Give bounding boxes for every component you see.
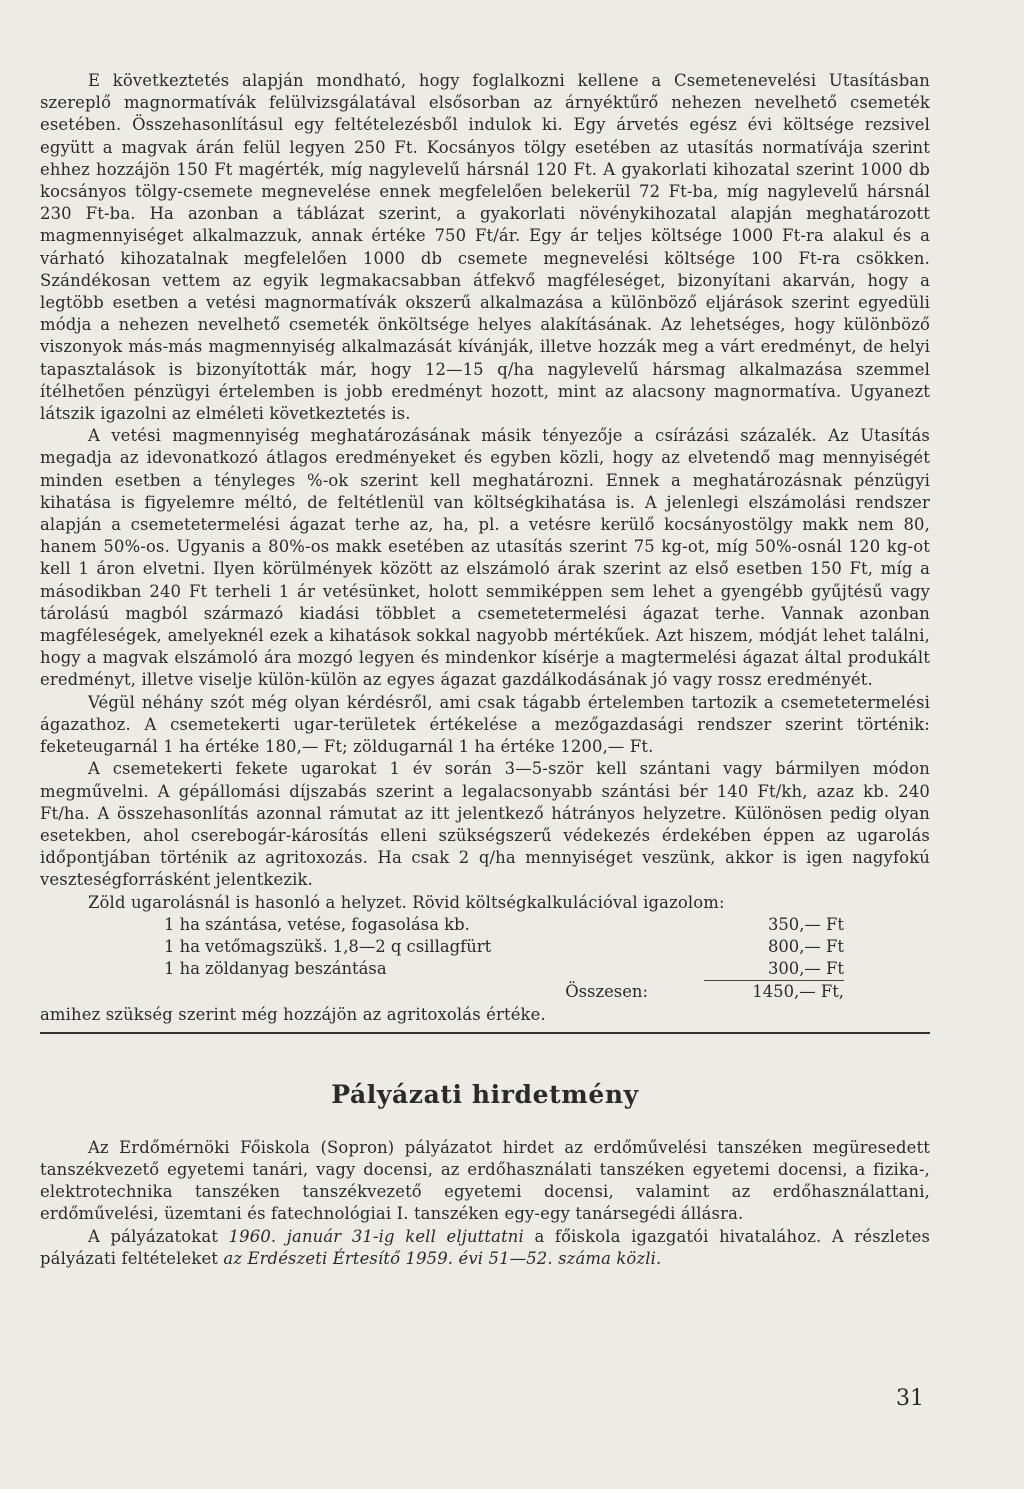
notice-paragraph-2 (40, 1226, 930, 1270)
cost-item-label: 1 ha vetőmagszükš. 1,8—2 q csillagfürt (164, 936, 492, 956)
table-row (164, 958, 844, 981)
body-paragraph-2: A vetési magmennyiség meghatározásának másik tényezője a csírázási százalék. Az Utasítás megadja az idevonatkozó átlagos eredményeket és egyben közli, hogy az elvetendő mag mennyiségét minden esetben a tényleges %-ok szerint kell meghatározni. Ennek a meghatározásnak pénzügyi kihatása is figyelemre méltó, de feltétlenül van költségkihatása is. A jelenlegi elszámolási rendszer alapján a csemetetermelési ágazat terhe az, ha, pl. a vetésre kerülő kocsányostölgy makk nem 80, hanem 50%-os. Ugyanis a 80%-os makk esetében az utasítás szerint 75 kg-ot, míg 50%-osnál 120 kg-ot kell 1 áron elvetni. Ilyen körülmények között az elszámoló árak szerint az első esetben 150 Ft, míg a másodikban 240 Ft terheli 1 ár vetésünket, holott semmiképpen sem lehet a gyengébb gyűjtésű vagy tárolású magból származó kiadási többlet a csemetetermelési ágazat terhe. Vannak azonban magféleségek, amelyeknél ezek a kihatások sokkal nagyobb mértékűek. Azt hiszem, módját lehet találni, hogy a magvak elszámoló ára mozgó legyen és mindenkor kísérje a magtermelési ágazat által produkált eredményt, illetve viselje külön-külön az egyes ágazat gazdálkodásának jó vagy rossz eredményét. (40, 426, 930, 690)
notice-title: Pályázati hirdetmény (331, 1079, 639, 1109)
table-row (164, 914, 844, 936)
section-divider (40, 1032, 930, 1034)
cost-item-amount: 350,— Ft (767, 914, 844, 934)
page-number: 31 (896, 1386, 924, 1411)
source-emphasis: az Erdészeti Értesítő 1959. évi 51—52. száma közli. (223, 1248, 662, 1268)
calc-footnote: amihez szükség szerint még hozzájön az agritoxolás értéke. (40, 1004, 546, 1024)
notice-text: A pályázatokat (88, 1226, 229, 1246)
cost-item-amount: 800,— Ft (767, 936, 844, 956)
body-paragraph-5: Zöld ugarolásnál is hasonló a helyzet. Rövid költségkalkulációval igazolom: (88, 892, 725, 912)
body-paragraph-3: Végül néhány szót még olyan kérdésről, ami csak tágabb értelemben tartozik a csemetetermelési ágazathoz. A csemetekerti ugar-területek értékelése a mezőgazdasági rendszer szerint történik: feketeugarnál 1 ha értéke 180,— Ft; zöldugarnál 1 ha értéke 1200,— Ft. (40, 692, 930, 757)
total-amount: 1450,— Ft, (704, 981, 844, 1004)
total-label: Összesen: (565, 981, 648, 1001)
body-paragraph-1: E következtetés alapján mondható, hogy foglalkozni kellene a Csemetenevelési Utasításban szereplő magnormatívák felülvizsgálatával elsősorban az árnyéktűrő nehezen nevelhető csemeték esetében. Összehasonlításul egy feltételezésből indulok ki. Egy árvetés egész évi költsége rezsivel együtt a magvak árán felül legyen 250 Ft. Kocsányos tölgy esetében az utasítás normatívája szerint ehhez hozzájön 150 Ft magérték, míg nagylevelű hársnál 120 Ft. A gyakorlati kihozatal szerint 1000 db kocsányos tölgy-csemete megnevelése ennek megfelelően belekerül 72 Ft-ba, míg nagylevelű hársnál 230 Ft-ba. Ha azonban a táblázat szerint, a gyakorlati növénykihozatal alapján meghatározott magmennyiséget alkalmazzuk, annak értéke 750 Ft/ár. Egy ár teljes költsége 1000 Ft-ra alakul és a várható kihozatalnak megfelelően 1000 db csemete megnevelési költsége 100 Ft-ra csökken. Szándékosan vettem az egyik legmakacsabban átfekvő magféleséget, bizonyítani akarván, hogy a legtöbb esetben a vetési magnormatívák okszerű alkalmazása a különböző eljárások szerint egyedüli módja a nehezen nevelhető csemeték önköltsége helyes alakításának. Az lehetséges, hogy különböző viszonyok más-más magmennyiség alkalmazását kívánják, illetve hozzák meg a várt eredményt, de helyi tapasztalások is bizonyították már, hogy 12—15 q/ha nagylevelű hársmag alkalmazása szemmel ítélhetően pénzügyi értelemben is jobb eredményt hozott, mint az alacsony magnormatíva. Ugyanezt látszik igazolni az elméleti következtetés is. (40, 71, 930, 424)
cost-item-amount: 300,— Ft (767, 959, 844, 979)
table-row (164, 936, 844, 958)
notice-paragraph-1: Az Erdőmérnöki Főiskola (Sopron) pályázatot hirdet az erdőművelési tanszéken megüresedett tanszékvezető egyetemi tanári, vagy docensi, az erdőhasználati tanszéken egyetemi docensi, a fizika-, elektrotechnika tanszéken tanszékvezető egyetemi docensi, valamint az erdőhasználattani, erdőművelési, üzemtani és fatechnológiai I. tanszéken egy-egy tanársegédi állásra. (40, 1137, 930, 1224)
cost-calculation-table (164, 914, 844, 1004)
cost-item-label: 1 ha zöldanyag beszántása (164, 959, 387, 979)
body-paragraph-4: A csemetekerti fekete ugarokat 1 év során 3—5-ször kell szántani vagy bármilyen módon megművelni. A gépállomási díjszabás szerint a legalacsonyabb szántási bér 140 Ft/kh, azaz kb. 240 Ft/ha. A összehasonlítás azonnal rámutat az itt jelentkező hátrányos helyzetre. Különösen pedig olyan esetekben, ahol cserebogár-károsítás elleni szükségszerű védekezés érdekében éppen az ugarolás időpontjában történik az agritoxozás. Ha csak 2 q/ha mennyiséget veszünk, akkor is igen nagyfokú veszteségforrásként jelentkezik. (40, 759, 930, 890)
deadline-emphasis: 1960. január 31-ig kell eljuttatni (228, 1226, 524, 1246)
cost-item-label: 1 ha szántása, vetése, fogasolása kb. (164, 914, 470, 934)
notice-text: a főiskola igazgatói hivatalához. A részletes pályázati feltételeket (40, 1226, 931, 1268)
table-total-row (164, 981, 844, 1004)
